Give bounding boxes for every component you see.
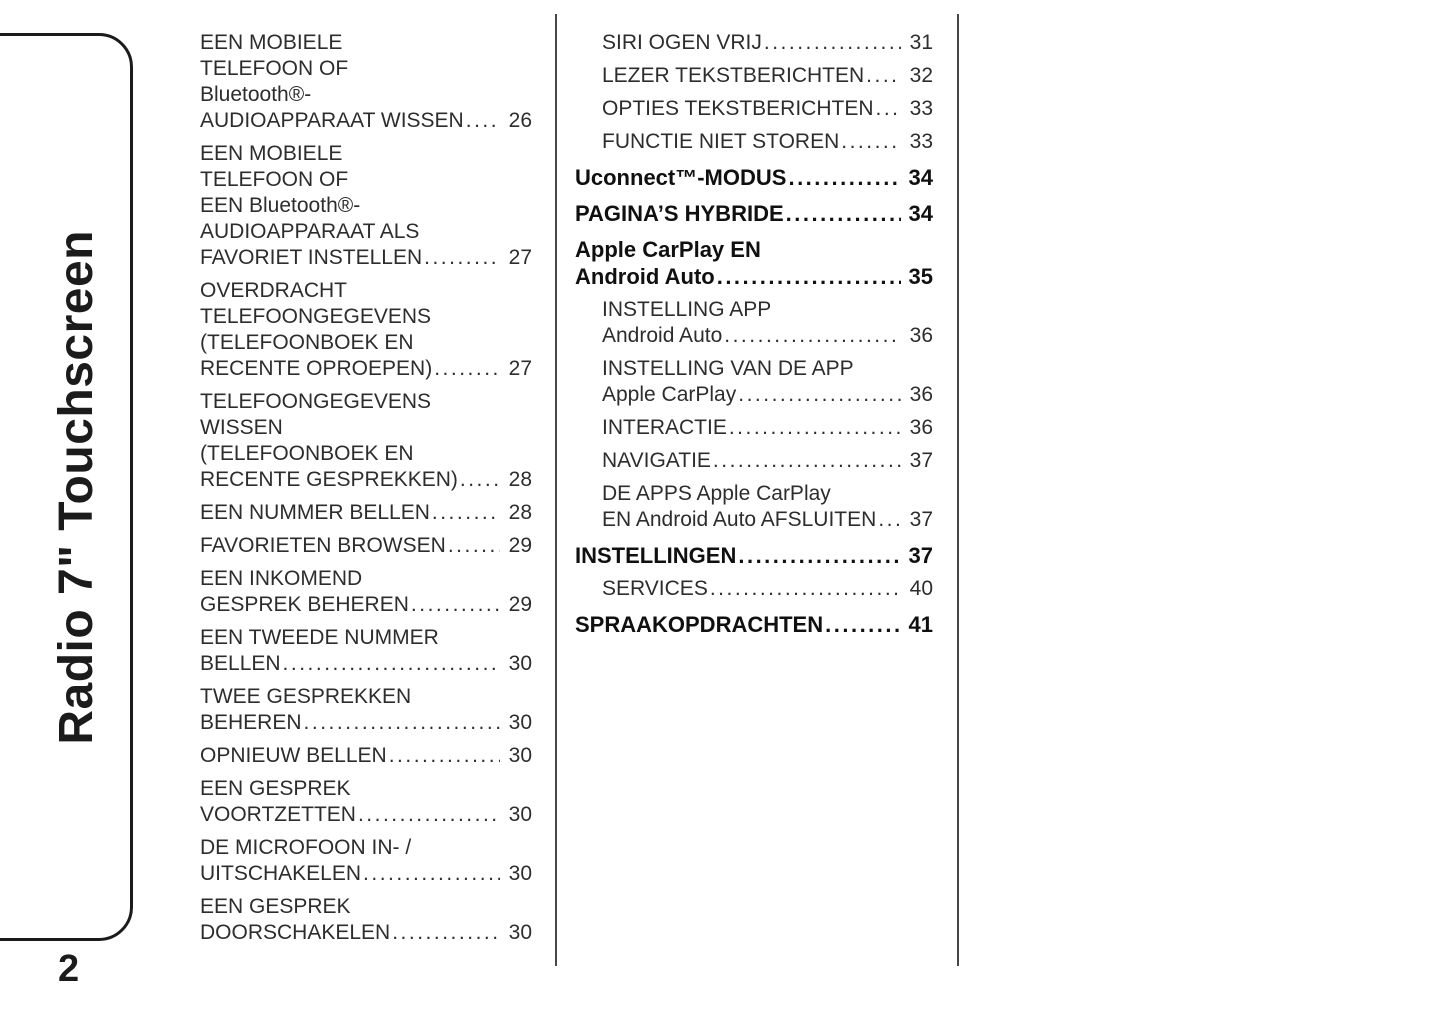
toc-entry-title: RECENTE OPROEPEN)	[200, 357, 433, 380]
toc-entry-page-number: 29	[508, 593, 532, 616]
toc-entry-lastline	[200, 356, 532, 382]
toc-entry	[575, 415, 933, 441]
dotted-leader	[713, 448, 901, 474]
toc-entry-title: OPNIEUW BELLEN	[200, 744, 387, 767]
toc-entry-title: FAVORIETEN BROWSEN	[200, 534, 446, 557]
toc-entry	[200, 835, 532, 887]
toc-entry-lastline	[602, 96, 933, 122]
toc-entry-title: FUNCTIE NIET STOREN	[602, 130, 840, 153]
dotted-leader	[392, 920, 500, 946]
dotted-leader	[432, 500, 500, 526]
toc-entry	[200, 776, 532, 828]
toc-entry-title: SPRAAKOPDRACHTEN	[575, 612, 824, 637]
toc-entry-line: DE MICROFOON IN- /	[200, 836, 412, 859]
toc-entry-line: Apple CarPlay EN	[575, 237, 761, 262]
toc-entry-lastline	[200, 245, 532, 271]
toc-entry-title: BELLEN	[200, 652, 281, 675]
toc-entry-page-number: 30	[508, 711, 532, 734]
toc-entry-page-number: 33	[909, 130, 933, 153]
toc-entry-line: WISSEN	[200, 416, 283, 439]
column-divider-left	[555, 14, 557, 966]
toc-entry-line: TWEE GESPREKKEN	[200, 685, 412, 708]
toc-entry-line: EEN INKOMEND	[200, 567, 363, 590]
dotted-leader	[876, 96, 902, 122]
dotted-leader	[710, 576, 901, 602]
toc-entry-page-number: 37	[908, 543, 933, 568]
dotted-leader	[786, 200, 901, 227]
toc-entry	[575, 200, 933, 227]
chapter-tab	[0, 33, 133, 941]
dotted-leader	[764, 30, 901, 56]
toc-entry-lastline	[602, 30, 933, 56]
toc-entry-lastline	[602, 323, 933, 349]
toc-entry-line: TELEFOON OF	[200, 57, 349, 80]
toc-entry	[575, 96, 933, 122]
toc-entry	[575, 129, 933, 155]
toc-entry-lastline	[200, 500, 532, 526]
dotted-leader	[738, 382, 901, 408]
toc-entry-page-number: 30	[508, 652, 532, 675]
dotted-leader	[878, 507, 901, 533]
toc-entry-title: GESPREK BEHEREN	[200, 593, 409, 616]
toc-entry-title: INTERACTIE	[602, 416, 727, 439]
toc-entry-lastline	[200, 802, 532, 828]
toc-entry-lastline	[575, 263, 933, 290]
toc-entry-title: SIRI OGEN VRIJ	[602, 31, 762, 54]
toc-entry-lastline	[200, 651, 532, 677]
toc-entry-lastline	[200, 108, 532, 134]
toc-entry-line: EEN MOBIELE	[200, 31, 343, 54]
toc-entry	[200, 684, 532, 736]
toc-entry-page-number: 30	[508, 744, 532, 767]
toc-entry-lastline	[602, 448, 933, 474]
toc-entry-page-number: 34	[908, 201, 933, 226]
column-divider-right	[957, 14, 959, 966]
toc-entry-line: TELEFOON OF	[200, 168, 349, 191]
toc-entry-line: (TELEFOONBOEK EN	[200, 331, 414, 354]
toc-entry	[575, 542, 933, 569]
toc-entry-page-number: 26	[508, 109, 532, 132]
toc-entry-lastline	[200, 467, 532, 493]
toc-entry-page-number: 32	[909, 64, 933, 87]
toc-entry	[200, 141, 532, 271]
toc-entry-line: DE APPS Apple CarPlay	[602, 482, 831, 505]
toc-entry-line: EEN GESPREK	[200, 777, 351, 800]
toc-entry	[200, 278, 532, 382]
toc-entry-title: EN Android Auto AFSLUITEN	[602, 508, 877, 531]
toc-entry	[200, 743, 532, 769]
toc-entry-page-number: 27	[508, 357, 532, 380]
toc-entry	[575, 356, 933, 408]
toc-entry-title: UITSCHAKELEN	[200, 862, 362, 885]
dotted-leader	[460, 467, 500, 493]
toc-entry-title: DOORSCHAKELEN	[200, 921, 391, 944]
toc-entry-page-number: 27	[508, 246, 532, 269]
dotted-leader	[411, 592, 500, 618]
toc-entry-title: INSTELLINGEN	[575, 543, 737, 568]
toc-entry-title: BEHEREN	[200, 711, 302, 734]
toc-entry	[575, 576, 933, 602]
toc-column-1	[200, 30, 532, 953]
toc-entry-lastline	[200, 710, 532, 736]
toc-entry-page-number: 30	[508, 862, 532, 885]
toc-entry-line: INSTELLING VAN DE APP	[602, 357, 854, 380]
toc-entry	[575, 611, 933, 638]
toc-entry-title: LEZER TEKSTBERICHTEN	[602, 64, 865, 87]
toc-entry-title: RECENTE GESPREKKEN)	[200, 468, 458, 491]
toc-entry-line: AUDIOAPPARAAT ALS	[200, 220, 420, 243]
toc-entry-title: FAVORIET INSTELLEN	[200, 246, 423, 269]
toc-entry-page-number: 33	[909, 97, 933, 120]
toc-entry	[200, 625, 532, 677]
toc-entry-title: SERVICES	[602, 577, 708, 600]
toc-entry-page-number: 37	[909, 508, 933, 531]
toc-entry-line: OVERDRACHT	[200, 279, 348, 302]
toc-entry-lastline	[602, 63, 933, 89]
toc-entry-lastline	[602, 129, 933, 155]
toc-entry-line: EEN GESPREK	[200, 895, 351, 918]
toc-entry-lastline	[602, 382, 933, 408]
toc-entry-page-number: 30	[508, 803, 532, 826]
toc-entry-title: NAVIGATIE	[602, 449, 711, 472]
dotted-leader	[825, 611, 901, 638]
chapter-tab-title: Radio 7" Touchscreen	[50, 229, 103, 745]
page-number: 2	[58, 948, 80, 990]
toc-entry-page-number: 28	[508, 501, 532, 524]
toc-entry	[200, 894, 532, 946]
dotted-leader	[724, 323, 901, 349]
toc-entry-title: Apple CarPlay	[602, 383, 737, 406]
toc-entry-line: Bluetooth®-	[200, 83, 312, 106]
toc-entry-line: INSTELLING APP	[602, 298, 772, 321]
toc-entry-page-number: 40	[909, 577, 933, 600]
dotted-leader	[466, 108, 500, 134]
dotted-leader	[358, 802, 500, 828]
toc-entry-page-number: 28	[508, 468, 532, 491]
dotted-leader	[841, 129, 901, 155]
toc-entry	[200, 566, 532, 618]
dotted-leader	[424, 245, 500, 271]
toc-entry-title: AUDIOAPPARAAT WISSEN	[200, 109, 464, 132]
toc-entry-page-number: 31	[909, 31, 933, 54]
toc-entry-title: Uconnect™-MODUS	[575, 165, 787, 190]
toc-entry-title: Android Auto	[602, 324, 723, 347]
toc-entry-page-number: 30	[508, 921, 532, 944]
toc-entry-line: EEN TWEEDE NUMMER	[200, 626, 439, 649]
dotted-leader	[866, 63, 901, 89]
toc-entry-title: EEN NUMMER BELLEN	[200, 501, 430, 524]
toc-entry-title: OPTIES TEKSTBERICHTEN	[602, 97, 874, 120]
toc-entry	[575, 164, 933, 191]
toc-entry	[575, 236, 933, 290]
toc-entry	[575, 481, 933, 533]
toc-entry-lastline	[200, 592, 532, 618]
toc-entry-page-number: 36	[909, 383, 933, 406]
toc-entry	[575, 448, 933, 474]
toc-entry-lastline	[200, 861, 532, 887]
toc-entry	[200, 533, 532, 559]
toc-entry-lastline	[200, 743, 532, 769]
dotted-leader	[788, 164, 901, 191]
dotted-leader	[738, 542, 901, 569]
toc-entry-lastline	[575, 164, 933, 191]
toc-entry-title: PAGINA’S HYBRIDE	[575, 201, 784, 226]
toc-entry-lastline	[602, 507, 933, 533]
dotted-leader	[304, 710, 500, 736]
toc-entry	[575, 63, 933, 89]
toc-entry-line: TELEFOONGEGEVENS	[200, 305, 432, 328]
dotted-leader	[389, 743, 500, 769]
toc-entry-lastline	[200, 920, 532, 946]
toc-entry	[575, 30, 933, 56]
toc-entry-page-number: 35	[908, 264, 933, 289]
toc-entry-page-number: 34	[908, 165, 933, 190]
dotted-leader	[283, 651, 500, 677]
dotted-leader	[729, 415, 901, 441]
toc-entry	[200, 500, 532, 526]
toc-entry-line: EEN Bluetooth®-	[200, 194, 361, 217]
toc-entry-lastline	[602, 576, 933, 602]
toc-entry-line: EEN MOBIELE	[200, 142, 343, 165]
toc-entry-page-number: 29	[508, 534, 532, 557]
toc-entry-page-number: 41	[908, 612, 933, 637]
dotted-leader	[717, 263, 901, 290]
toc-entry-lastline	[575, 542, 933, 569]
dotted-leader	[448, 533, 500, 559]
toc-entry-lastline	[575, 611, 933, 638]
toc-entry	[575, 297, 933, 349]
toc-column-2	[575, 30, 933, 645]
toc-entry-lastline	[200, 533, 532, 559]
toc-entry	[200, 30, 532, 134]
toc-entry-page-number: 37	[909, 449, 933, 472]
dotted-leader	[434, 356, 500, 382]
toc-entry-page-number: 36	[909, 416, 933, 439]
toc-entry-line: (TELEFOONBOEK EN	[200, 442, 414, 465]
toc-entry	[200, 389, 532, 493]
toc-entry-title: Android Auto	[575, 264, 715, 289]
dotted-leader	[363, 861, 500, 887]
toc-entry-page-number: 36	[909, 324, 933, 347]
toc-entry-lastline	[602, 415, 933, 441]
toc-entry-lastline	[575, 200, 933, 227]
toc-entry-line: TELEFOONGEGEVENS	[200, 390, 432, 413]
toc-entry-title: VOORTZETTEN	[200, 803, 356, 826]
